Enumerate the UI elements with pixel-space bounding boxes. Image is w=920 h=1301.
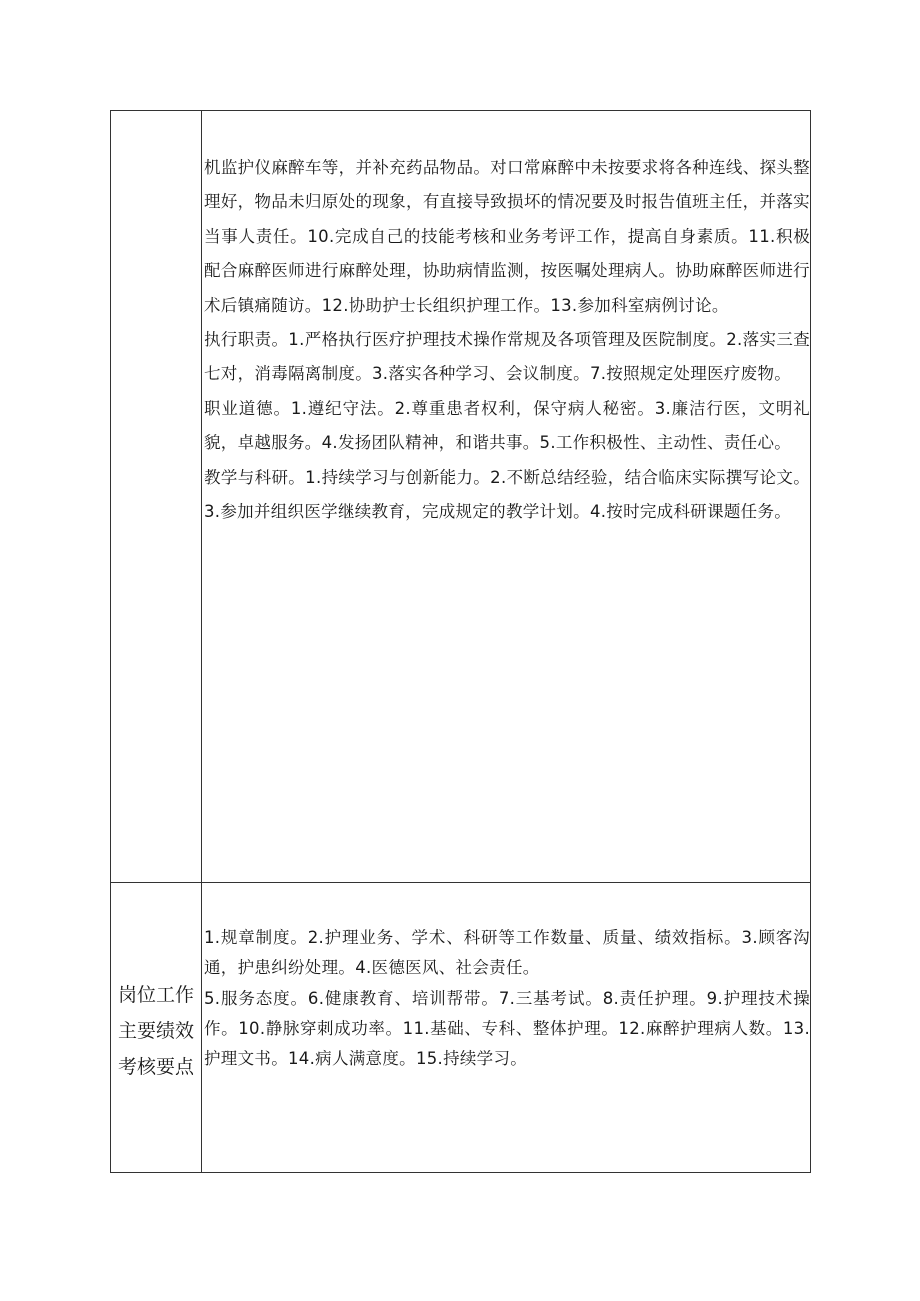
duties-paragraph-continued: 机监护仪麻醉车等，并补充药品物品。对口常麻醉中未按要求将各种连线、探头整理好，物品未归原处的现象，有直接导致损坏的情况要及时报告值班主任，并落实当事人责任。10.完成自己的技能考核和业务考评工作，提高自身素质。11.积极配合麻醉医师进行麻醉处理，协助病情监测，按医嘱处理病人。协助麻醉医师进行术后镇痛随访。12.协助护士长组织护理工作。13.参加科室病例讨论。 [204, 158, 810, 315]
performance-label-wrap [111, 883, 201, 1172]
duties-paragraph-ethics: 职业道德。1.遵纪守法。2.尊重患者权利，保守病人秘密。3.廉洁行医，文明礼貌，卓越服务。4.发扬团队精神，和谐共事。5.工作积极性、主动性、责任心。 [204, 398, 810, 453]
performance-label-cell [111, 883, 202, 1173]
job-description-table [110, 110, 811, 1173]
row-label-cell [111, 111, 202, 883]
performance-paragraph-2: 5.服务态度。6.健康教育、培训帮带。7.三基考试。8.责任护理。9.护理技术操作。10.静脉穿刺成功率。11.基础、专科、整体护理。12.麻醉护理病人数。13.护理文书。14.病人满意度。15.持续学习。 [204, 988, 810, 1069]
duties-paragraph-teaching: 教学与科研。1.持续学习与创新能力。2.不断总结经验，结合临床实际撰写论文。3.参加并组织医学继续教育，完成规定的教学计划。4.按时完成科研课题任务。 [204, 467, 810, 522]
performance-label: 岗位工作主要绩效考核要点 [117, 983, 194, 1078]
duties-content-cell [202, 111, 811, 883]
performance-content-cell [202, 883, 811, 1173]
performance-paragraph-1: 1.规章制度。2.护理业务、学术、科研等工作数量、质量、绩效指标。3.顾客沟通，护患纠纷处理。4.医德医风、社会责任。 [204, 928, 810, 978]
performance-content [202, 883, 810, 1074]
table-row-performance [111, 883, 811, 1173]
duties-content [202, 111, 810, 529]
duties-paragraph-execution: 执行职责。1.严格执行医疗护理技术操作常规及各项管理及医院制度。2.落实三查七对，消毒隔离制度。3.落实各种学习、会议制度。7.按照规定处理医疗废物。 [204, 330, 810, 384]
table-row-duties [111, 111, 811, 883]
